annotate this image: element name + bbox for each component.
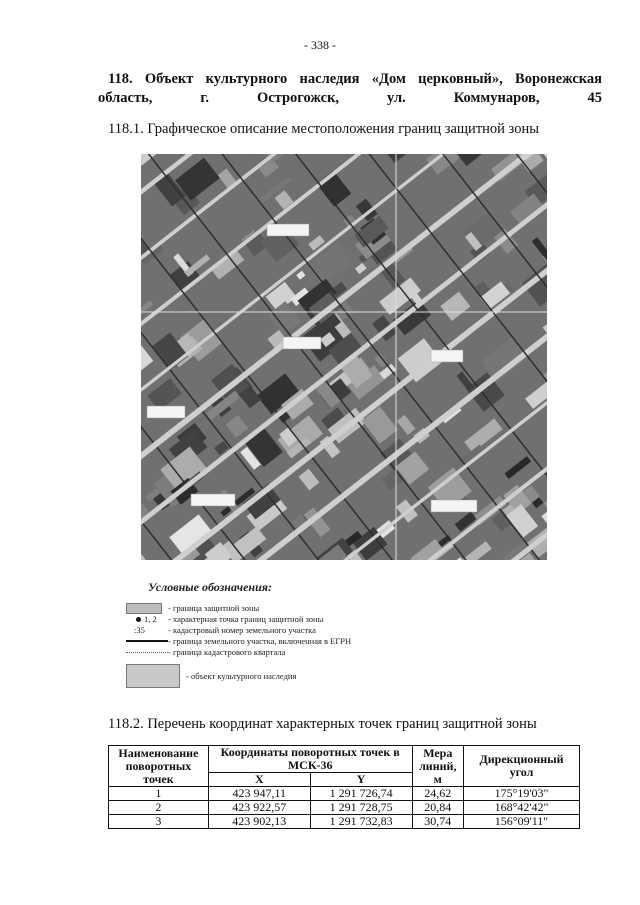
land-plot-line-icon: [126, 636, 168, 646]
cell-angle: 168°42'42": [463, 801, 579, 815]
cell-point: 3: [109, 815, 209, 829]
cell-length: 20,84: [412, 801, 463, 815]
header-angle: Дирекционный угол: [463, 746, 579, 787]
cadastral-symbol-label: :35: [134, 625, 145, 635]
section-title-graphic-description: 118.1. Графическое описание местоположения границ защитной зоны: [108, 121, 539, 137]
legend-label-land-plot: - граница земельного участка, включенная в ЕГРН: [168, 636, 352, 646]
cell-x: 423 947,11: [208, 787, 310, 801]
cell-length: 24,62: [412, 787, 463, 801]
cell-length: 30,74: [412, 815, 463, 829]
cell-y: 1 291 728,75: [310, 801, 412, 815]
legend-row-quarter: [126, 646, 285, 658]
point-symbol-label: 1, 2: [144, 614, 157, 624]
object-heading: 118. Объект культурного наследия «Дом церковный», Воронежская область, г. Острогожск, ул. Коммунаров, 45: [98, 71, 602, 106]
header-length: Мера линий, м: [412, 746, 463, 787]
point-symbol-icon: [126, 614, 168, 624]
header-coordinates: Координаты поворотных точек в МСК-36: [208, 746, 412, 773]
legend-label-zone-border: - граница защитной зоны: [168, 603, 260, 613]
cell-y: 1 291 732,83: [310, 815, 412, 829]
cell-x: 423 902,13: [208, 815, 310, 829]
table-row: [109, 801, 580, 815]
legend-label-point: - характерная точка границ защитной зоны: [168, 614, 324, 624]
section-title-coordinates: 118.2. Перечень координат характерных точек границ защитной зоны: [108, 716, 537, 732]
legend-label-heritage: - объект культурного наследия: [186, 671, 297, 681]
table-row: [109, 787, 580, 801]
heritage-swatch-icon: [126, 664, 186, 688]
header-y: Y: [310, 773, 412, 787]
zone-border-swatch-icon: [126, 603, 168, 613]
legend-row-heritage: [126, 664, 296, 688]
legend-label-cadastral: - кадастровый номер земельного участка: [168, 625, 316, 635]
cell-point: 2: [109, 801, 209, 815]
cell-angle: 175°19'03": [463, 787, 579, 801]
coordinates-table: [108, 745, 580, 829]
cell-angle: 156°09'11": [463, 815, 579, 829]
aerial-map-image: [141, 154, 547, 560]
page-number: - 338 -: [304, 38, 336, 52]
legend-label-quarter: - граница кадастрового квартала: [168, 647, 286, 657]
header-x: X: [208, 773, 310, 787]
quarter-line-icon: [126, 647, 168, 657]
cell-y: 1 291 726,74: [310, 787, 412, 801]
cadastral-symbol-icon: [126, 625, 168, 635]
header-point-name: Наименование поворотных точек: [109, 746, 209, 787]
cell-x: 423 922,57: [208, 801, 310, 815]
table-row: [109, 815, 580, 829]
legend-title: Условные обозначения:: [148, 580, 272, 594]
aerial-map: [141, 154, 547, 560]
cell-point: 1: [109, 787, 209, 801]
